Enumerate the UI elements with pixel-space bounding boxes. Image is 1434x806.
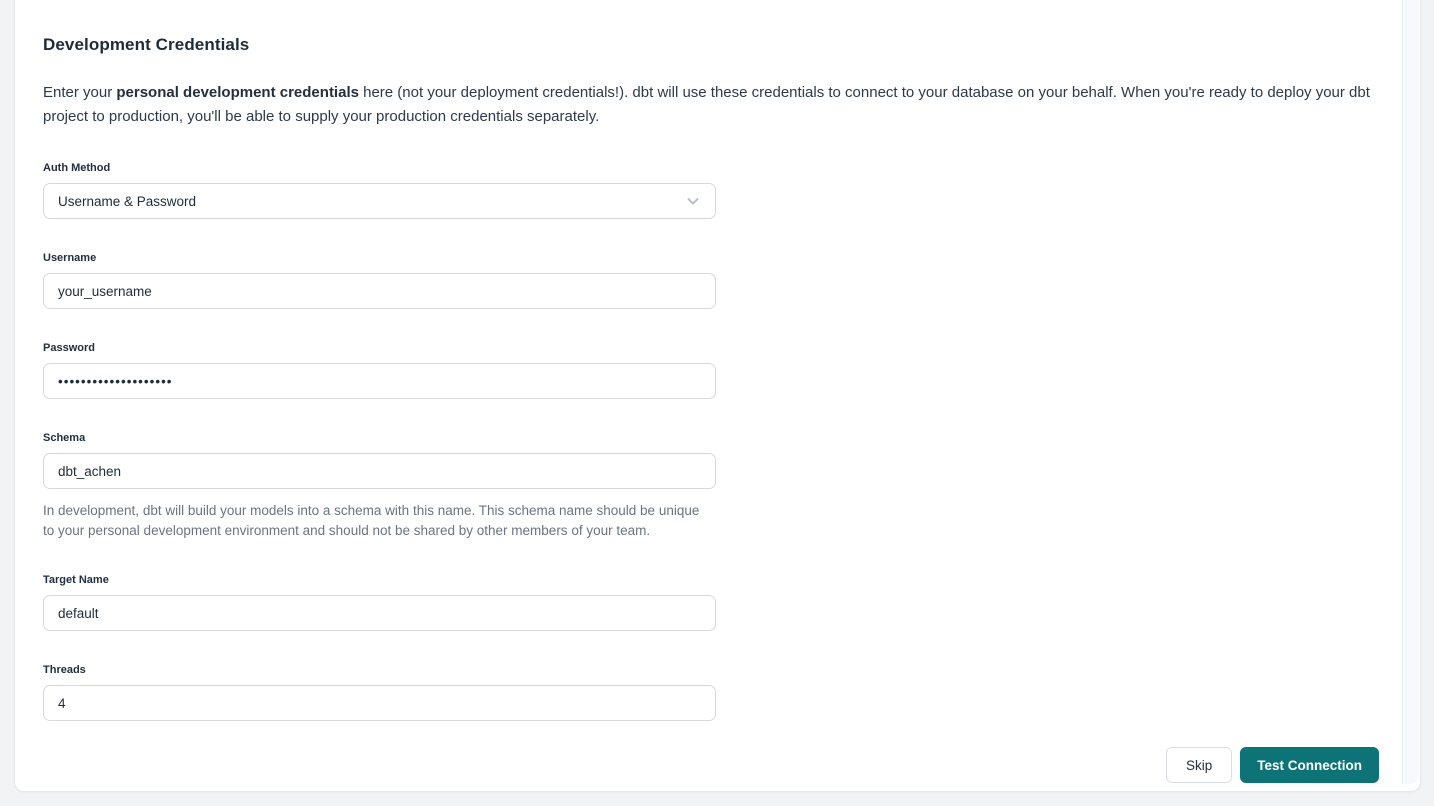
schema-input[interactable] <box>43 453 716 489</box>
auth-method-select[interactable] <box>43 183 716 219</box>
page-title: Development Credentials <box>43 35 250 54</box>
schema-field <box>43 431 716 541</box>
credentials-form <box>15 1 1422 783</box>
password-input[interactable] <box>43 363 716 399</box>
intro-text-bold: personal development credentials <box>116 84 359 101</box>
intro-text <box>43 81 1375 129</box>
scrollbar-track[interactable] <box>1402 0 1419 784</box>
threads-field <box>43 663 716 721</box>
schema-label: Schema <box>43 432 86 444</box>
threads-input[interactable] <box>43 685 716 721</box>
password-label: Password <box>43 342 95 354</box>
target-name-field <box>43 573 716 631</box>
skip-button[interactable]: Skip <box>1166 747 1232 783</box>
footer-actions <box>43 747 1379 783</box>
chevron-down-icon <box>685 193 701 209</box>
username-label: Username <box>43 252 97 264</box>
target-name-label: Target Name <box>43 574 109 586</box>
username-field <box>43 251 716 309</box>
threads-label: Threads <box>43 664 86 676</box>
intro-text-post: here (not your deployment credentials!). dbt will use these credentials to connect to your database on your behalf. When you're ready to deploy your dbt project to production, you'll be able to supply your production credentials separately. <box>43 84 1370 125</box>
target-name-input[interactable] <box>43 595 716 631</box>
auth-method-selected-value: Username & Password <box>58 193 197 209</box>
auth-method-label: Auth Method <box>43 162 111 174</box>
schema-helper-text: In development, dbt will build your models into a schema with this name. This schema name should be unique to your personal development environment and should not be shared by other members of your team. <box>43 503 700 538</box>
test-connection-button[interactable]: Test Connection <box>1240 747 1379 783</box>
auth-method-field <box>43 161 716 219</box>
credentials-card <box>14 0 1421 792</box>
password-field <box>43 341 716 399</box>
username-input[interactable] <box>43 273 716 309</box>
intro-text-pre: Enter your <box>43 84 117 101</box>
